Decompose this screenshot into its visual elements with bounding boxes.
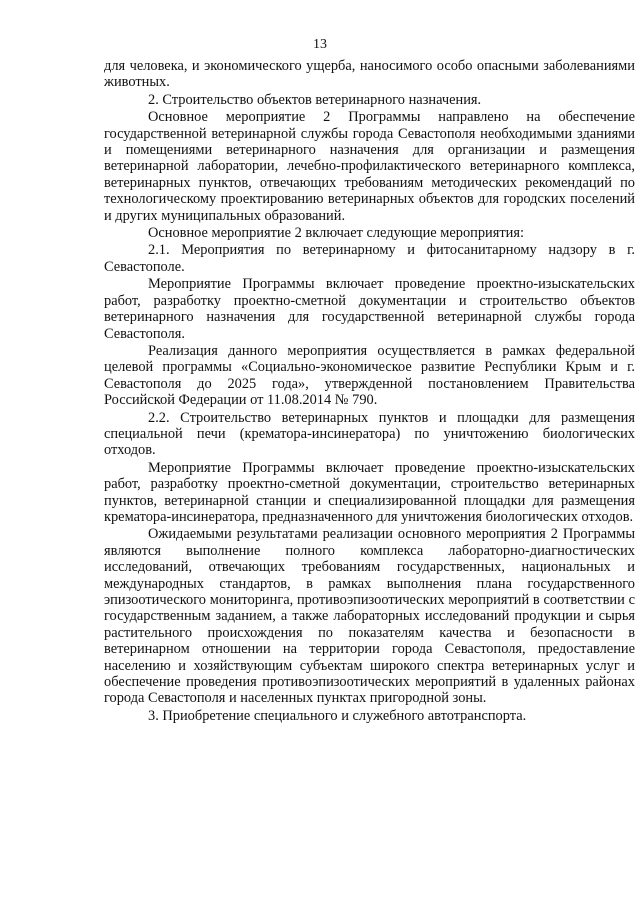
paragraph-main-measure-2: Основное мероприятие 2 Программы направлено на обеспечение государственной ветеринарной службы города Севастополя необходимыми зданиями и помещениями ветеринарного назначения для организации и размещения ветеринарной лаборатории, лечебно-профилактического ветеринарного комплекса, ветеринарных пунктов, отвечающих требованиям методических рекомендаций по технологическому проектированию ветеринарных объектов для городских поселений и других муниципальных образований. (104, 109, 635, 224)
paragraph-measure-list-intro: Основное мероприятие 2 включает следующие мероприятия: (148, 225, 524, 242)
section-heading-vehicles: 3. Приобретение специального и служебного автотранспорта. (148, 707, 527, 724)
section-heading-construction: 2. Строительство объектов ветеринарного назначения. (148, 91, 482, 108)
document-body (104, 58, 635, 725)
paragraph-expected-results: Ожидаемыми результатами реализации основного мероприятия 2 Программы являются выполнение полного комплекса лабораторно-диагностических исследований, отвечающих требованиям государственных, национальных и международных стандартов, в рамках выполнения плана государственного эпизоотического мониторинга, противоэпизоотических мероприятий в соответствии с государственным заданием, а также лабораторных исследований продукции и сырья растительного происхождения по показателям качества и безопасности в ветеринарном отношении на территории города Севастополя, предоставление населению и хозяйствующим субъектам широкого спектра ветеринарных услуг и обеспечение проведения противоэпизоотических мероприятий в удаленных районах города Севастополя и населенных пунктах пригородной зоны. (104, 526, 635, 707)
subsection-heading-2-2: 2.2. Строительство ветеринарных пунктов и площадки для размещения специальной печи (крематора-инсинератора) по уничтожению биологических отходов. (104, 409, 635, 459)
paragraph-measure-2-2-scope: Мероприятие Программы включает проведение проектно-изыскательских работ, разработку проектно-сметной документации, строительство ветеринарных пунктов, ветеринарной станции и специализированной площадки для размещения крематора-инсинератора, предназначенного для уничтожения биологических отходов. (104, 459, 635, 525)
subsection-heading-2-1: 2.1. Мероприятия по ветеринарному и фитосанитарному надзору в г. Севастополе. (104, 242, 635, 275)
paragraph-federal-program: Реализация данного мероприятия осуществляется в рамках федеральной целевой программы «Социально-экономическое развитие Республики Крым и г. Севастополя до 2025 года», утвержденной постановлением Правительства Российской Федерации от 11.08.2014 № 790. (104, 342, 635, 409)
paragraph-continuation: для человека, и экономического ущерба, наносимого особо опасными заболеваниями животных. (104, 58, 635, 91)
paragraph-measure-2-1-scope: Мероприятие Программы включает проведение проектно-изыскательских работ, разработку проектно-сметной документации и строительство объектов ветеринарного назначения для государственной ветеринарной службы города Севастополя. (104, 276, 635, 342)
page-number: 13 (313, 37, 327, 52)
